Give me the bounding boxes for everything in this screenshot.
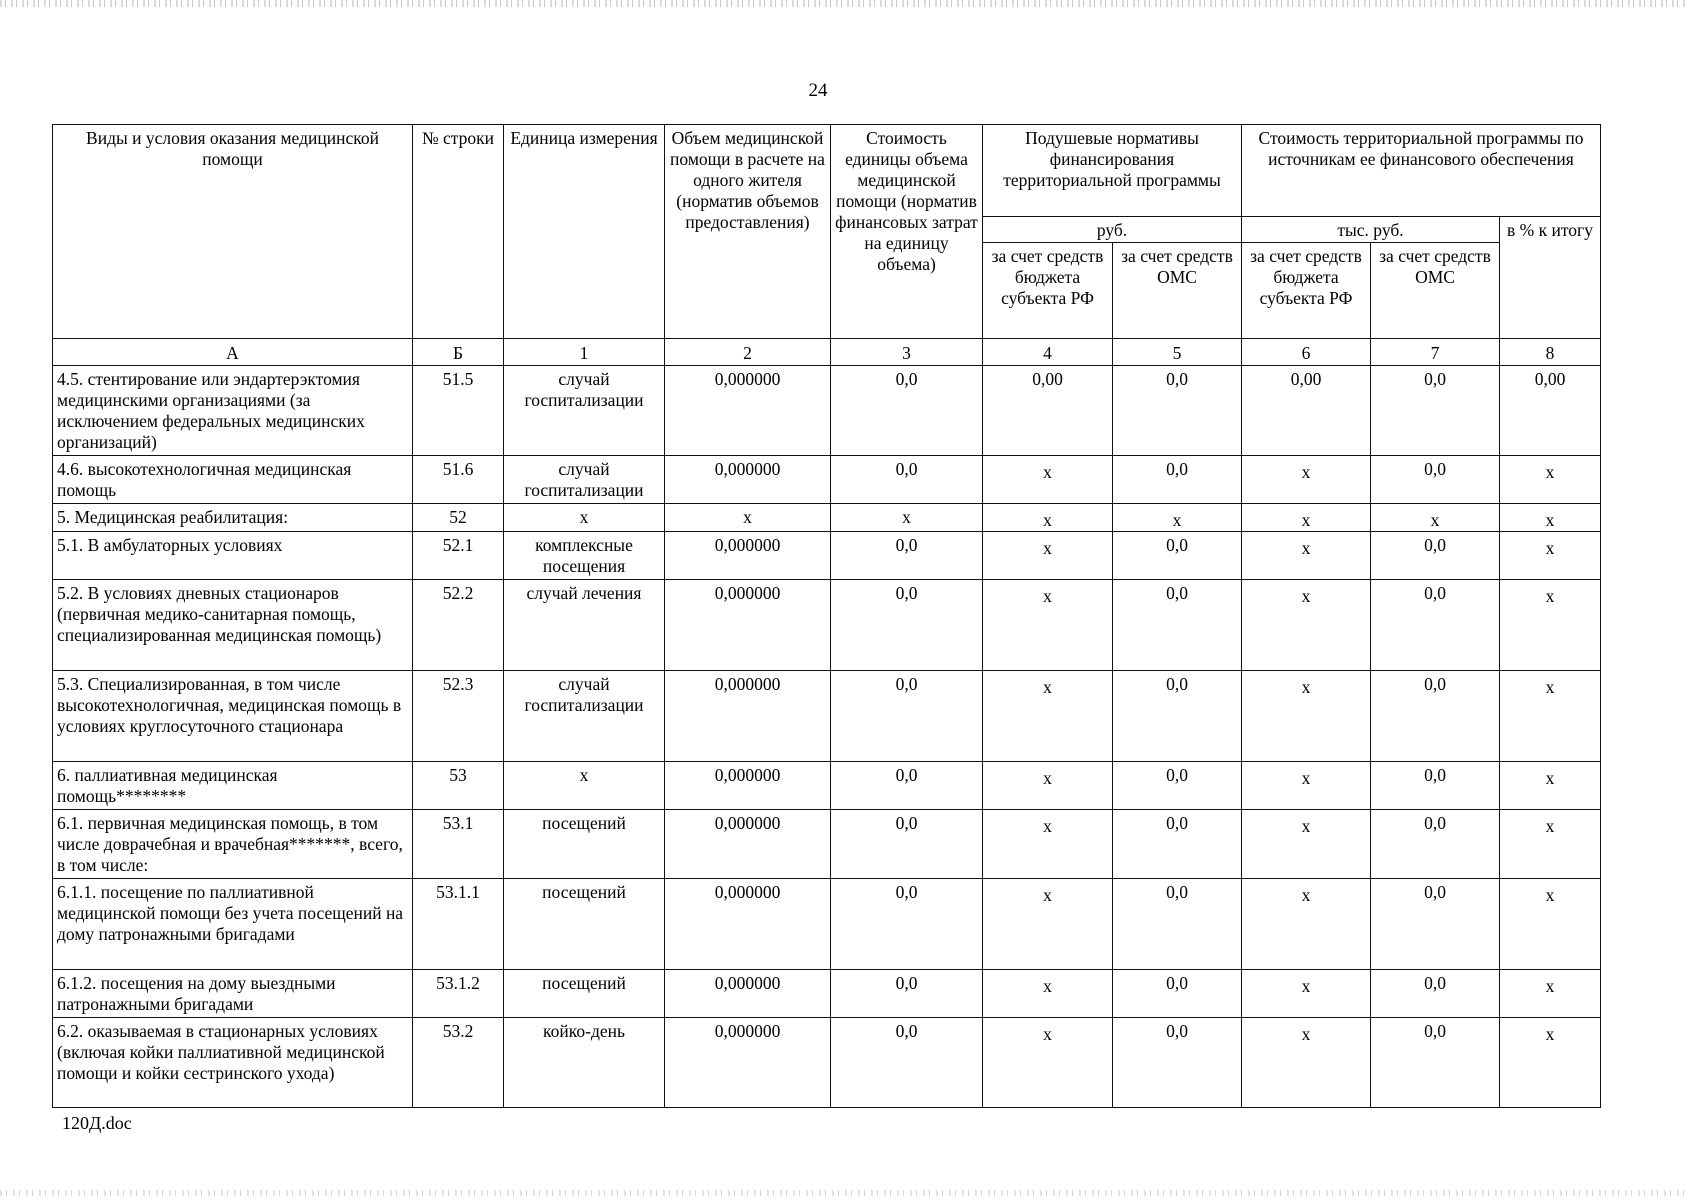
cost-budget-cell: х bbox=[1242, 970, 1371, 1018]
scan-edge-bottom bbox=[0, 1190, 1686, 1196]
per-capita-oms-cell: 0,0 bbox=[1113, 671, 1242, 762]
financing-table bbox=[52, 124, 1601, 1108]
per-capita-budget-cell: х bbox=[983, 504, 1113, 532]
cost-budget-cell: х bbox=[1242, 532, 1371, 580]
unit-cost-cell: 0,0 bbox=[831, 532, 983, 580]
volume-cell: 0,000000 bbox=[665, 456, 831, 504]
header-program-cost-group: Стоимость территориальной программы по источникам ее финансового обеспечения bbox=[1242, 125, 1601, 217]
cost-oms-cell: х bbox=[1371, 504, 1500, 532]
unit-cell: случай госпитализации bbox=[504, 366, 665, 456]
unit-cell: посещений bbox=[504, 879, 665, 970]
unit-cost-cell: 0,0 bbox=[831, 671, 983, 762]
table-row bbox=[53, 762, 1601, 810]
table-row bbox=[53, 456, 1601, 504]
per-capita-oms-cell: 0,0 bbox=[1113, 456, 1242, 504]
per-capita-oms-cell: 0,0 bbox=[1113, 879, 1242, 970]
volume-cell: 0,000000 bbox=[665, 970, 831, 1018]
scan-edge-top bbox=[0, 0, 1686, 7]
per-capita-budget-cell: х bbox=[983, 456, 1113, 504]
table-row bbox=[53, 504, 1601, 532]
per-capita-oms-cell: 0,0 bbox=[1113, 1018, 1242, 1108]
row-number-cell: 52.3 bbox=[413, 671, 504, 762]
cost-oms-cell: 0,0 bbox=[1371, 879, 1500, 970]
unit-cost-cell: х bbox=[831, 504, 983, 532]
cost-oms-cell: 0,0 bbox=[1371, 456, 1500, 504]
row-number-cell: 53.1.1 bbox=[413, 879, 504, 970]
volume-cell: 0,000000 bbox=[665, 1018, 831, 1108]
care-type-cell: 4.6. высокотехнологичная медицинская помощь bbox=[53, 456, 413, 504]
per-capita-oms-cell: 0,0 bbox=[1113, 810, 1242, 879]
row-number-cell: 53.2 bbox=[413, 1018, 504, 1108]
percent-cell: 0,00 bbox=[1500, 366, 1601, 456]
cost-oms-cell: 0,0 bbox=[1371, 970, 1500, 1018]
care-type-cell: 5.2. В условиях дневных стационаров (первичная медико-санитарная помощь, специализированная медицинская помощь) bbox=[53, 580, 413, 671]
table-row bbox=[53, 970, 1601, 1018]
unit-cost-cell: 0,0 bbox=[831, 879, 983, 970]
unit-cost-cell: 0,0 bbox=[831, 456, 983, 504]
header-percent-total: в % к итогу bbox=[1500, 217, 1601, 339]
cost-oms-cell: 0,0 bbox=[1371, 671, 1500, 762]
percent-cell: х bbox=[1500, 532, 1601, 580]
table-row bbox=[53, 532, 1601, 580]
cost-budget-cell: 0,00 bbox=[1242, 366, 1371, 456]
unit-cell: случай госпитализации bbox=[504, 456, 665, 504]
header-oms-per-capita: за счет средств ОМС bbox=[1113, 243, 1242, 339]
header-row-number: № строки bbox=[413, 125, 504, 339]
table-row bbox=[53, 1018, 1601, 1108]
cost-budget-cell: х bbox=[1242, 879, 1371, 970]
header-care-type: Виды и условия оказания медицинской помощи bbox=[53, 125, 413, 339]
per-capita-budget-cell: х bbox=[983, 810, 1113, 879]
cost-budget-cell: х bbox=[1242, 671, 1371, 762]
per-capita-budget-cell: х bbox=[983, 970, 1113, 1018]
unit-cell: комплексные посещения bbox=[504, 532, 665, 580]
per-capita-oms-cell: 0,0 bbox=[1113, 970, 1242, 1018]
per-capita-budget-cell: х bbox=[983, 532, 1113, 580]
unit-cell: х bbox=[504, 762, 665, 810]
per-capita-oms-cell: х bbox=[1113, 504, 1242, 532]
cost-oms-cell: 0,0 bbox=[1371, 762, 1500, 810]
unit-cost-cell: 0,0 bbox=[831, 580, 983, 671]
column-number: 5 bbox=[1113, 339, 1242, 366]
per-capita-budget-cell: х bbox=[983, 879, 1113, 970]
unit-cell: посещений bbox=[504, 810, 665, 879]
percent-cell: х bbox=[1500, 879, 1601, 970]
volume-cell: 0,000000 bbox=[665, 366, 831, 456]
volume-cell: 0,000000 bbox=[665, 532, 831, 580]
unit-cost-cell: 0,0 bbox=[831, 1018, 983, 1108]
cost-oms-cell: 0,0 bbox=[1371, 580, 1500, 671]
percent-cell: х bbox=[1500, 810, 1601, 879]
cost-budget-cell: х bbox=[1242, 456, 1371, 504]
column-number: 8 bbox=[1500, 339, 1601, 366]
unit-cost-cell: 0,0 bbox=[831, 810, 983, 879]
header-unit-cost: Стоимость единицы объема медицинской помощи (норматив финансовых затрат на единицу объема) bbox=[831, 125, 983, 339]
percent-cell: х bbox=[1500, 970, 1601, 1018]
cost-oms-cell: 0,0 bbox=[1371, 1018, 1500, 1108]
column-number: А bbox=[53, 339, 413, 366]
volume-cell: 0,000000 bbox=[665, 580, 831, 671]
cost-oms-cell: 0,0 bbox=[1371, 532, 1500, 580]
unit-cost-cell: 0,0 bbox=[831, 762, 983, 810]
care-type-cell: 5. Медицинская реабилитация: bbox=[53, 504, 413, 532]
unit-cell: случай лечения bbox=[504, 580, 665, 671]
row-number-cell: 53.1.2 bbox=[413, 970, 504, 1018]
column-number: 1 bbox=[504, 339, 665, 366]
table-row bbox=[53, 671, 1601, 762]
unit-cell: посещений bbox=[504, 970, 665, 1018]
table-row bbox=[53, 810, 1601, 879]
per-capita-budget-cell: х bbox=[983, 580, 1113, 671]
unit-cell: койко-день bbox=[504, 1018, 665, 1108]
row-number-cell: 52 bbox=[413, 504, 504, 532]
unit-cost-cell: 0,0 bbox=[831, 970, 983, 1018]
row-number-cell: 53 bbox=[413, 762, 504, 810]
percent-cell: х bbox=[1500, 1018, 1601, 1108]
table-row bbox=[53, 366, 1601, 456]
row-number-cell: 51.6 bbox=[413, 456, 504, 504]
header-unit-thousand-rub: тыс. руб. bbox=[1242, 217, 1500, 243]
header-per-capita-group: Подушевые нормативы финансирования территориальной программы bbox=[983, 125, 1242, 217]
per-capita-budget-cell: х bbox=[983, 762, 1113, 810]
care-type-cell: 5.1. В амбулаторных условиях bbox=[53, 532, 413, 580]
table-row bbox=[53, 580, 1601, 671]
care-type-cell: 4.5. стентирование или эндартерэктомия медицинскими организациями (за исключением федеральных медицинских организаций) bbox=[53, 366, 413, 456]
cost-oms-cell: 0,0 bbox=[1371, 810, 1500, 879]
page-number: 24 bbox=[808, 80, 828, 101]
row-number-cell: 51.5 bbox=[413, 366, 504, 456]
percent-cell: х bbox=[1500, 671, 1601, 762]
column-number-row bbox=[53, 339, 1601, 366]
header-budget-cost: за счет средств бюджета субъекта РФ bbox=[1242, 243, 1371, 339]
column-number: 3 bbox=[831, 339, 983, 366]
percent-cell: х bbox=[1500, 580, 1601, 671]
care-type-cell: 6.1.2. посещения на дому выездными патронажными бригадами bbox=[53, 970, 413, 1018]
care-type-cell: 5.3. Специализированная, в том числе высокотехнологичная, медицинская помощь в условиях круглосуточного стационара bbox=[53, 671, 413, 762]
cost-budget-cell: х bbox=[1242, 504, 1371, 532]
per-capita-oms-cell: 0,0 bbox=[1113, 762, 1242, 810]
unit-cell: случай госпитализации bbox=[504, 671, 665, 762]
care-type-cell: 6.1. первичная медицинская помощь, в том числе доврачебная и врачебная*******, всего, в том числе: bbox=[53, 810, 413, 879]
footer-filename: 120Д.doc bbox=[62, 1113, 132, 1133]
volume-cell: 0,000000 bbox=[665, 879, 831, 970]
volume-cell: 0,000000 bbox=[665, 810, 831, 879]
column-number: 6 bbox=[1242, 339, 1371, 366]
column-number: 2 bbox=[665, 339, 831, 366]
volume-cell: х bbox=[665, 504, 831, 532]
per-capita-oms-cell: 0,0 bbox=[1113, 580, 1242, 671]
cost-budget-cell: х bbox=[1242, 762, 1371, 810]
row-number-cell: 53.1 bbox=[413, 810, 504, 879]
header-unit-rub: руб. bbox=[983, 217, 1242, 243]
volume-cell: 0,000000 bbox=[665, 762, 831, 810]
per-capita-oms-cell: 0,0 bbox=[1113, 532, 1242, 580]
per-capita-oms-cell: 0,0 bbox=[1113, 366, 1242, 456]
header-budget-per-capita: за счет средств бюджета субъекта РФ bbox=[983, 243, 1113, 339]
header-unit: Единица измерения bbox=[504, 125, 665, 339]
header-oms-cost: за счет средств ОМС bbox=[1371, 243, 1500, 339]
care-type-cell: 6. паллиативная медицинская помощь******** bbox=[53, 762, 413, 810]
percent-cell: х bbox=[1500, 762, 1601, 810]
per-capita-budget-cell: х bbox=[983, 671, 1113, 762]
cost-budget-cell: х bbox=[1242, 1018, 1371, 1108]
unit-cost-cell: 0,0 bbox=[831, 366, 983, 456]
cost-oms-cell: 0,0 bbox=[1371, 366, 1500, 456]
row-number-cell: 52.2 bbox=[413, 580, 504, 671]
column-number: 4 bbox=[983, 339, 1113, 366]
care-type-cell: 6.1.1. посещение по паллиативной медицинской помощи без учета посещений на дому патронажными бригадами bbox=[53, 879, 413, 970]
percent-cell: х bbox=[1500, 504, 1601, 532]
per-capita-budget-cell: х bbox=[983, 1018, 1113, 1108]
care-type-cell: 6.2. оказываемая в стационарных условиях (включая койки паллиативной медицинской помощи и койки сестринского ухода) bbox=[53, 1018, 413, 1108]
cost-budget-cell: х bbox=[1242, 810, 1371, 879]
column-number: 7 bbox=[1371, 339, 1500, 366]
per-capita-budget-cell: 0,00 bbox=[983, 366, 1113, 456]
table-body bbox=[53, 366, 1601, 1108]
volume-cell: 0,000000 bbox=[665, 671, 831, 762]
cost-budget-cell: х bbox=[1242, 580, 1371, 671]
unit-cell: х bbox=[504, 504, 665, 532]
row-number-cell: 52.1 bbox=[413, 532, 504, 580]
column-number: Б bbox=[413, 339, 504, 366]
header-volume: Объем медицинской помощи в расчете на одного жителя (норматив объемов предоставления) bbox=[665, 125, 831, 339]
table-row bbox=[53, 879, 1601, 970]
percent-cell: х bbox=[1500, 456, 1601, 504]
